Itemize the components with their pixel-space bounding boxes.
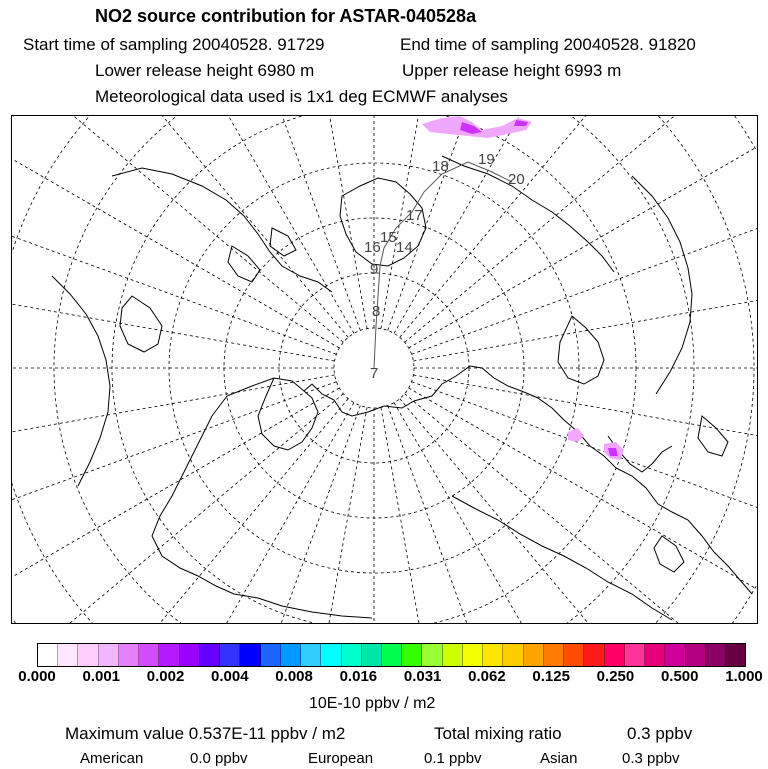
color-scale-segment xyxy=(726,644,745,666)
coastline-arctic-islands xyxy=(228,228,296,282)
graticule xyxy=(12,116,757,623)
meridian-line xyxy=(12,399,348,623)
trajectory-hour-label: 9 xyxy=(370,261,379,278)
color-scale-tick-label: 0.250 xyxy=(596,668,635,685)
color-scale-segment xyxy=(605,644,625,666)
color-scale-segment xyxy=(301,644,321,666)
coastline-islands-east xyxy=(654,416,728,572)
meridian-line xyxy=(252,407,367,623)
trajectory-hour-label: 15 xyxy=(380,229,397,246)
meridian-line xyxy=(12,116,348,337)
meridian-line xyxy=(135,116,361,330)
meridian-line xyxy=(412,129,757,355)
color-scale-segment xyxy=(78,644,98,666)
lower-release-label: Lower release height 6980 m xyxy=(95,61,315,80)
color-scale-segment xyxy=(139,644,159,666)
color-scale-bar xyxy=(37,643,746,667)
color-scale-segment xyxy=(200,644,220,666)
meridian-line xyxy=(405,116,757,342)
start-time-label: Start time of sampling 20040528. 91729 xyxy=(23,35,325,54)
color-scale-segment xyxy=(443,644,463,666)
color-scale-segment xyxy=(645,644,665,666)
color-scale-tick-label: 0.031 xyxy=(403,668,442,685)
trajectory-hour-label: 8 xyxy=(372,303,381,320)
coastline-pacific xyxy=(632,176,692,394)
color-scale-segment xyxy=(342,644,362,666)
meridian-line xyxy=(413,246,757,361)
european-value: 0.1 ppbv xyxy=(424,750,482,767)
coastline-sea-of-okhotsk xyxy=(558,316,604,384)
color-scale-segment xyxy=(281,644,301,666)
color-scale-segment xyxy=(362,644,382,666)
color-scale-segment xyxy=(99,644,119,666)
trajectory-hour-label: 20 xyxy=(508,171,525,188)
meridian-line xyxy=(405,394,757,623)
meridian-line xyxy=(381,116,496,329)
color-scale-tick-label: 0.008 xyxy=(275,668,313,685)
asian-value: 0.3 ppbv xyxy=(622,750,680,767)
coastline-europe-south xyxy=(152,416,372,618)
coastlines xyxy=(52,156,752,620)
trajectory-hour-label: 16 xyxy=(364,239,381,256)
total-mixing-label: Total mixing ratio xyxy=(434,724,562,743)
color-scale-tick-label: 0.002 xyxy=(146,668,185,685)
color-scale-tick-label: 0.001 xyxy=(82,668,121,685)
coastline-scandinavia xyxy=(258,378,318,450)
american-label: American xyxy=(80,750,144,767)
plume-top xyxy=(422,116,532,138)
color-scale-segment xyxy=(382,644,402,666)
coastline-alaska xyxy=(442,156,614,272)
color-scale-segment xyxy=(180,644,200,666)
polar-map xyxy=(11,115,758,624)
color-scale-segment xyxy=(544,644,564,666)
meridian-line xyxy=(252,116,367,329)
trajectory-hour-label: 17 xyxy=(406,207,423,224)
color-scale-segment xyxy=(524,644,544,666)
color-scale-segment xyxy=(503,644,523,666)
trajectory-hour-label: 7 xyxy=(370,365,379,382)
coastline-north-america-east xyxy=(52,276,110,486)
meridian-line xyxy=(413,375,757,490)
trajectory-hour-label: 19 xyxy=(478,151,495,168)
color-scale-segment xyxy=(686,644,706,666)
color-scale-segment xyxy=(625,644,645,666)
meridian-line xyxy=(409,388,757,623)
color-scale-unit: 10E-10 ppbv / m2 xyxy=(309,695,436,712)
color-scale-tick-label: 0.016 xyxy=(339,668,378,685)
color-scale-tick-label: 1.000 xyxy=(725,668,763,685)
met-data-label: Meteorological data used is 1x1 deg ECMWF analyses xyxy=(95,87,508,106)
color-scale-segment xyxy=(402,644,422,666)
color-scale-segment xyxy=(240,644,260,666)
upper-release-label: Upper release height 6993 m xyxy=(402,61,622,80)
polar-map-svg xyxy=(12,116,757,623)
trajectory-hour-label: 18 xyxy=(432,158,449,175)
european-label: European xyxy=(308,750,374,767)
trajectory-hour-label: 14 xyxy=(396,239,413,256)
total-mixing-value: 0.3 ppbv xyxy=(627,724,693,743)
meridian-line xyxy=(381,407,496,623)
asian-label: Asian xyxy=(540,750,578,767)
american-value: 0.0 ppbv xyxy=(190,750,248,767)
color-scale-segment xyxy=(261,644,281,666)
color-scale-tick-label: 0.125 xyxy=(532,668,570,685)
color-scale-segment xyxy=(159,644,179,666)
latitude-circle xyxy=(12,116,757,623)
end-time-label: End time of sampling 20040528. 91820 xyxy=(400,35,696,54)
color-scale-tick-label: 0.004 xyxy=(211,668,249,685)
latitude-circle xyxy=(12,116,754,623)
color-scale-tick-label: 0.000 xyxy=(18,668,56,685)
color-scale-segment xyxy=(119,644,139,666)
color-scale-segment xyxy=(564,644,584,666)
coastline-asia-south xyxy=(452,496,672,620)
color-scale-segment xyxy=(483,644,503,666)
color-scale-segment xyxy=(463,644,483,666)
meridian-line xyxy=(409,116,757,348)
trajectory-path xyxy=(374,162,512,368)
coastline-eurasia xyxy=(212,366,752,594)
map-title: NO2 source contribution for ASTAR-040528a xyxy=(95,6,477,26)
color-scale-tick-label: 0.062 xyxy=(468,668,506,685)
color-scale-segment xyxy=(665,644,685,666)
color-scale-segment xyxy=(58,644,78,666)
color-scale-segment xyxy=(220,644,240,666)
meridian-line xyxy=(412,382,757,608)
color-scale-segment xyxy=(422,644,442,666)
max-value-label: Maximum value 0.537E-11 ppbv / m2 xyxy=(65,724,346,743)
color-scale-segment xyxy=(38,644,58,666)
color-scale-segment xyxy=(706,644,726,666)
meridian-line xyxy=(135,406,361,623)
color-scale-segment xyxy=(321,644,341,666)
color-scale-tick-label: 0.500 xyxy=(660,668,699,685)
color-scale-segment xyxy=(584,644,604,666)
